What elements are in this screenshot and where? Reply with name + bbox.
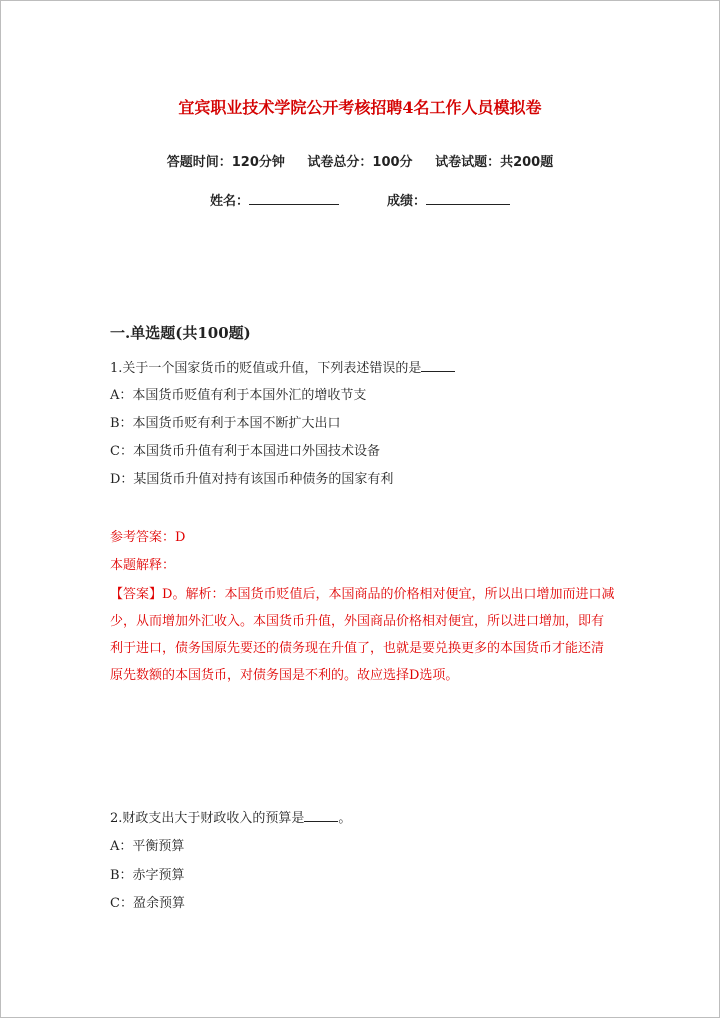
option: A：本国货币贬值有利于本国外汇的增收节支 <box>110 388 367 403</box>
explanation-body: D。解析：本国货币贬值后，本国商品的价格相对便宜，所以出口增加而进口减少，从而增加外汇收入。本国货币升值，外国商品价格相对便宜，所以进口增加，即有利于进口，债务国原先要还的债务现在升值了，也就是要兑换更多的本国货币才能还清原先数额的本国货币，对债务国是不利的。故应选择D选项。 <box>110 587 615 683</box>
answer-blank <box>304 810 338 822</box>
name-blank <box>249 192 339 205</box>
name-score-bar <box>0 190 720 209</box>
option: D：某国货币升值对持有该国币种债务的国家有利 <box>110 472 394 487</box>
explanation-label: 本题解释： <box>110 558 176 573</box>
explanation-text <box>110 581 615 689</box>
exam-time: 答题时间：120分钟 <box>166 155 285 170</box>
question-stem: 2.财政支出大于财政收入的预算是 。 <box>110 811 352 826</box>
answer-blank <box>421 360 455 372</box>
name-label: 姓名： <box>209 194 249 209</box>
option: B：本国货币贬有利于本国不断扩大出口 <box>110 416 341 431</box>
explanation-tag: 【答案】 <box>110 587 163 602</box>
exam-question-count: 试卷试题：共200题 <box>435 155 554 170</box>
exam-total-score: 试卷总分：100分 <box>307 155 413 170</box>
option: A：平衡预算 <box>110 839 185 854</box>
section-heading: 一.单选题(共100题) <box>110 324 251 342</box>
exam-meta <box>0 151 720 170</box>
option: C：盈余预算 <box>110 896 185 911</box>
document-title: 宜宾职业技术学院公开考核招聘4名工作人员模拟卷 <box>178 98 542 117</box>
answer-label: 参考答案：D <box>110 530 186 545</box>
score-blank <box>426 192 510 205</box>
option: C：本国货币升值有利于本国进口外国技术设备 <box>110 444 380 459</box>
option: B：赤字预算 <box>110 868 185 883</box>
score-label: 成绩： <box>387 194 427 209</box>
question-stem: 1.关于一个国家货币的贬值或升值，下列表述错误的是 <box>110 357 455 376</box>
